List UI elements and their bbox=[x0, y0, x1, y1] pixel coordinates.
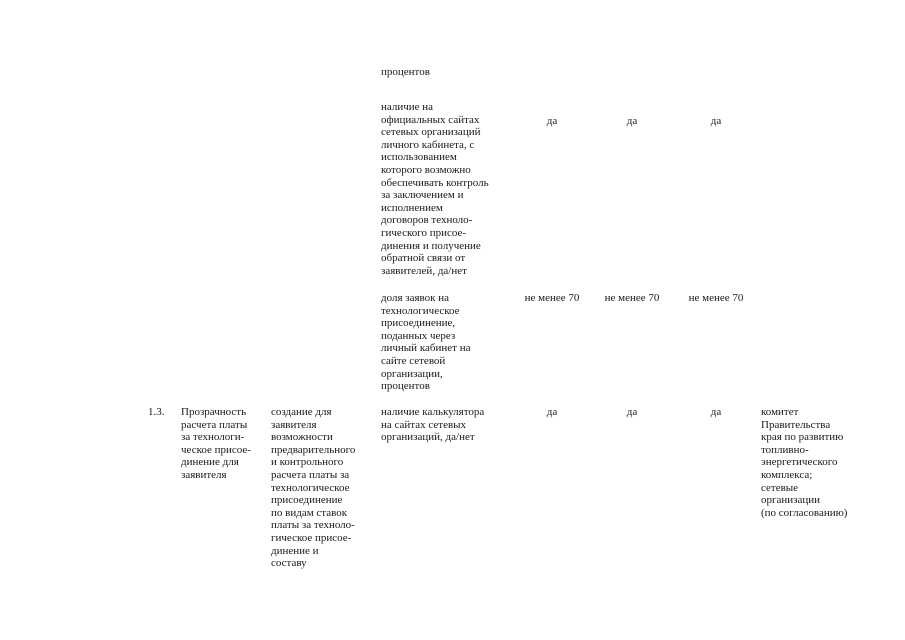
responsible-text: комитет Правительства края по развитию топливно- энергетического комплекса; сетевые организации (по согласованию) bbox=[761, 406, 848, 519]
value-year-3: да bbox=[710, 115, 722, 127]
indicator-text: наличие на официальных сайтах сетевых организаций личного кабинета, с использованием которого возможно обеспечивать контроль за заключением и исполнением договоров техноло- гического присое- динения и получение обратной связи от заявителей, да/нет bbox=[381, 101, 489, 277]
value-year-2: да bbox=[626, 406, 638, 418]
value-year-3: не менее 70 bbox=[688, 292, 744, 304]
indicator-text: наличие калькулятора на сайтах сетевых организаций, да/нет bbox=[381, 406, 485, 444]
value-year-2: да bbox=[626, 115, 638, 127]
value-year-1: не менее 70 bbox=[524, 292, 580, 304]
task-text: Прозрачность расчета платы за технологи- ческое присое- динение для заявителя bbox=[181, 406, 251, 481]
value-year-3: да bbox=[710, 406, 722, 418]
value-year-1: да bbox=[546, 115, 558, 127]
indicator-text: доля заявок на технологическое присоединение, поданных через личный кабинет на сайте сетевой организации, процентов bbox=[381, 292, 471, 393]
value-year-1: да bbox=[546, 406, 558, 418]
measure-text: создание для заявителя возможности предварительного и контрольного расчета платы за технологическое присоединение по видам ставок платы за техноло- гическое присое- динение и составу bbox=[271, 406, 356, 570]
row-number: 1.3. bbox=[148, 406, 165, 418]
value-year-2: не менее 70 bbox=[604, 292, 660, 304]
indicator-text: процентов bbox=[381, 66, 430, 78]
